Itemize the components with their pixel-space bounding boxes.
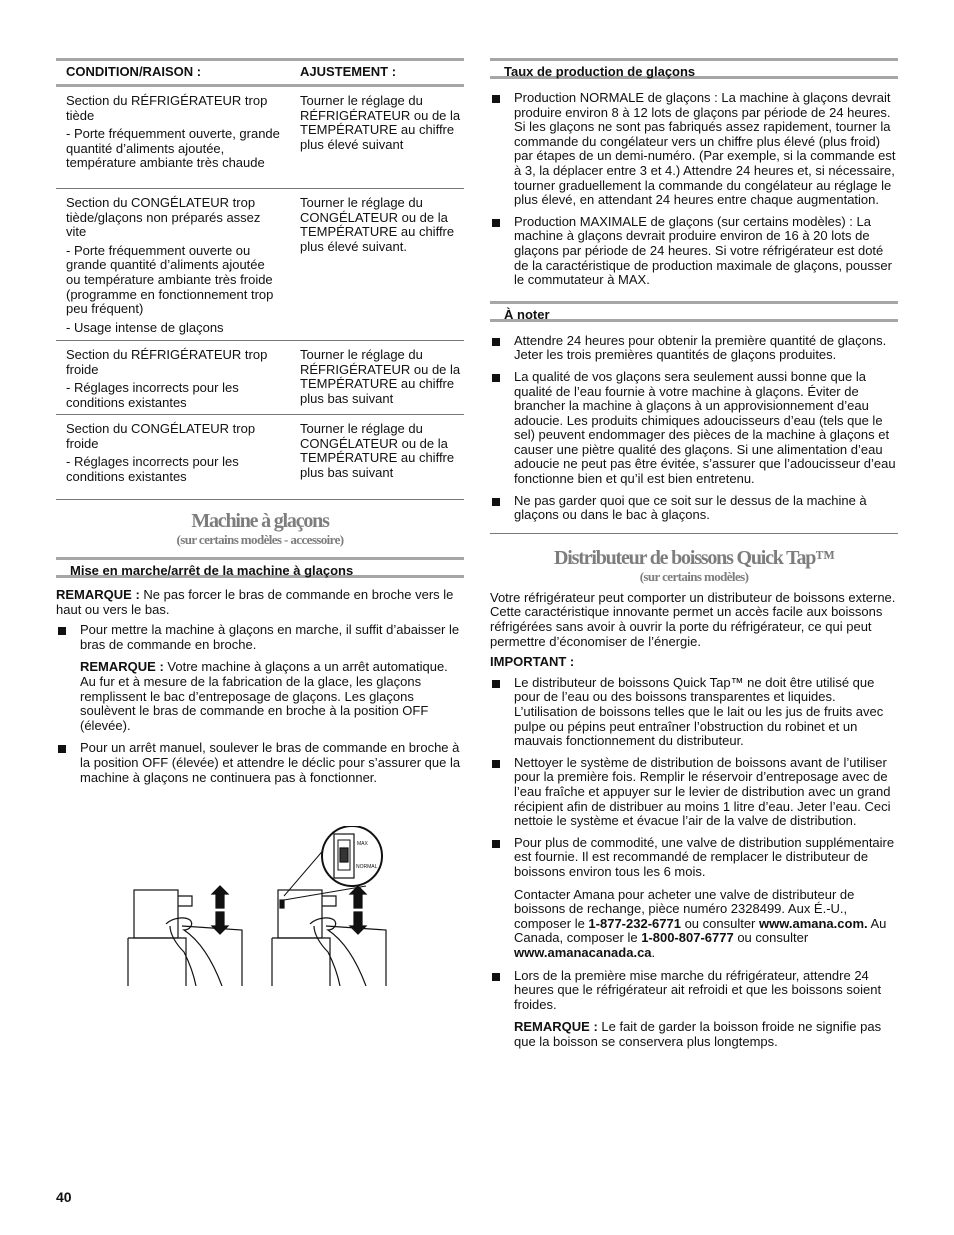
quicktap-contact	[490, 888, 898, 961]
condition-line: Section du RÉFRIGÉRATEUR trop tiède	[66, 93, 268, 123]
note-text: Ne pas forcer le bras de commande en broche vers le haut ou vers le bas.	[56, 587, 454, 617]
notes-bullet: Ne pas garder quoi que ce soit sur le dessus de la machine à glaçons ou dans le bac à glaçons.	[490, 494, 898, 523]
condition-line: - Porte fréquemment ouverte ou grande quantité d’aliments ajoutée ou température ambiante très froide (programme en fonctionnement trop peu fréquent)	[66, 242, 274, 317]
table-row	[56, 87, 464, 189]
condition-line: Section du CONGÉLATEUR trop tiède/glaçons non préparés assez vite	[66, 195, 261, 240]
switch-max-label: MAX	[357, 841, 368, 847]
ice-maker-subtitle: (sur certains modèles - accessoire)	[176, 532, 344, 547]
condition-line: - Usage intense de glaçons	[66, 319, 224, 335]
quicktap-bullet: Nettoyer le système de distribution de boissons avant de l’utiliser pour la première fois. Remplir le réservoir d’entreposage avec de l’eau fraîche et appuyer sur le levier de distribution avec un grand récipient afin de distribuer au moins 1 litre d’eau. Jeter l’eau. Ceci nettoie le système et évacue l’air de la valve de distribution.	[490, 756, 898, 829]
table-row	[56, 189, 464, 341]
arrow-up-icon	[350, 886, 366, 908]
contact-text: ou consulter	[680, 915, 759, 931]
link-amana[interactable]: www.amana.com.	[759, 915, 868, 931]
table-cell-condition	[66, 196, 282, 335]
quicktap-bullet: Pour plus de commodité, une valve de distribution supplémentaire est fournie. Il est recommandé de remplacer le distributeur de boissons environ tous les 6 mois.	[490, 836, 898, 880]
switch-normal-label: NORMAL	[356, 864, 378, 870]
note-label: REMARQUE :	[56, 587, 140, 602]
notes-bullet: La qualité de vos glaçons sera seulement aussi bonne que la qualité de l’eau fournie à votre machine à glaçons. Éviter de brancher la machine à glaçons à un approvisionnement d’eau adoucie. Les produits chimiques adoucisseurs d’eau (tels que le sel) peuvent endommager des pièces de la machine à glaçons et causer une piètre qualité des glaçons. Si une alimentation d’eau adoucie ne peut pas être évitée, s’assurer que l’adoucisseur d’eau fonctionne bien et qu’il est bien entretenu.	[490, 370, 898, 487]
quicktap-subtitle: (sur certains modèles)	[639, 568, 749, 584]
table-row	[56, 341, 464, 415]
quicktap-remark	[490, 1020, 898, 1049]
condition-line: Section du CONGÉLATEUR trop froide	[66, 421, 256, 451]
remark-text: Votre machine à glaçons a un arrêt automatique. Au fur et à mesure de la fabrication de la glace, les glaçons remplissent le bac d’entreposage de glaçons. Les glaçons soulèvent le bras de commande en broche à la position OFF (élevée).	[80, 659, 448, 733]
remark-text: Le fait de garder la boisson froide ne signifie pas que la boisson se conservera plus longtemps.	[514, 1019, 882, 1049]
quicktap-bullet: Le distributeur de boissons Quick Tap™ ne doit être utilisé que pour de l’eau ou des boissons transparentes et liquides. L’utilisation de boissons telles que le lait ou les jus de fruits avec pulpe ou pépins peut entraîner l’obstruction du robinet et un mauvais fonctionnement du distributeur.	[490, 676, 898, 749]
contact-text: Au Canada, composer le	[514, 915, 887, 946]
link-amana-canada[interactable]: www.amanacanada.ca	[514, 944, 652, 960]
phone-us: 1-877-232-6771	[588, 915, 681, 931]
notes-subhead: À noter	[490, 301, 898, 322]
ice-maker-title: Machine à glaçons	[191, 510, 329, 532]
remark-label: REMARQUE :	[514, 1019, 598, 1035]
table-header-adjustment: AJUSTEMENT :	[300, 64, 397, 79]
table-cell-adjustment: Tourner le réglage du RÉFRIGÉRATEUR ou de la TEMPÉRATURE au chiffre plus bas suivant	[300, 347, 461, 406]
ice-maker-bullet-off: Pour un arrêt manuel, soulever le bras de commande en broche à la position OFF (élevée) et attendre le déclic pour s’assurer que la machine à glaçons ne continuera pas à fonctionner.	[56, 741, 464, 785]
notes-bullet: Attendre 24 heures pour obtenir la première quantité de glaçons. Jeter les trois premières quantités de glaçons produites.	[490, 334, 898, 363]
arrow-up-icon	[212, 886, 228, 908]
ice-maker-bullet-on: Pour mettre la machine à glaçons en marche, il suffit d’abaisser le bras de commande en broche.	[56, 623, 464, 652]
condition-line: - Réglages incorrects pour les conditions existantes	[66, 380, 239, 410]
condition-line: Section du RÉFRIGÉRATEUR trop froide	[66, 347, 268, 377]
remark-label: REMARQUE :	[80, 659, 164, 675]
table-cell-condition	[66, 422, 282, 484]
quicktap-bullet: Lors de la première mise marche du réfrigérateur, attendre 24 heures que le réfrigérateur ait refroidi et que les boissons soient froides.	[490, 969, 898, 1013]
left-column	[56, 58, 464, 785]
quicktap-title: Distributeur de boissons Quick Tap™	[554, 546, 834, 569]
table-cell-condition	[66, 94, 282, 171]
ice-maker-illustration	[126, 826, 396, 986]
arrow-down-icon	[212, 912, 228, 934]
table-cell-adjustment: Tourner le réglage du CONGÉLATEUR ou de la TEMPÉRATURE au chiffre plus bas suivant	[300, 421, 455, 480]
right-column	[490, 58, 898, 1049]
production-subhead: Taux de production de glaçons	[490, 58, 898, 79]
table-cell-condition	[66, 348, 282, 410]
ice-maker-remark	[56, 660, 464, 733]
page-number: 40	[56, 1189, 72, 1205]
contact-text: Contacter Amana pour acheter une valve de distributeur de boissons de rechange, pièce numéro 2328499. Aux É.-U., composer le	[514, 886, 855, 931]
quicktap-intro: Votre réfrigérateur peut comporter un distributeur de boissons externe. Cette caractéristique innovante permet un accès facile aux boissons réfrigérées sans avoir à ouvrir la porte du réfrigérateur, ce qui peut permettre d’économiser de l’énergie.	[490, 589, 896, 649]
ice-maker-left	[134, 890, 178, 938]
switch-callout	[322, 826, 382, 886]
phone-ca: 1-800-807-6777	[641, 930, 734, 946]
condition-line: - Réglages incorrects pour les conditions existantes	[66, 454, 239, 484]
contact-text: ou consulter	[733, 930, 809, 946]
production-bullet-normal: Production NORMALE de glaçons : La machine à glaçons devrait produire environ 8 à 12 lots de glaçons par période de 24 heures. Si les glaçons ne sont pas fabriqués assez rapidement, tourner la commande du congélateur vers un chiffre plus élevé (plus froid) par étapes de un demi-numéro. (Par exemple, si la commande est à 3, la déplacer entre 3 et 4.) Attendre 24 heures et, si nécessaire, tourner graduellement la commande du congélateur au réglage le plus élevé, en attendant 24 heures entre chaque augmentation.	[490, 91, 898, 208]
table-header-condition: CONDITION/RAISON :	[66, 64, 202, 79]
table-row	[56, 415, 464, 500]
quicktap-important: IMPORTANT :	[490, 654, 575, 670]
condition-line: - Porte fréquemment ouverte, grande quantité d’aliments ajoutée, température ambiante très chaude	[66, 126, 280, 171]
production-bullet-max: Production MAXIMALE de glaçons (sur certains modèles) : La machine à glaçons devrait produire environ de 16 à 20 lots de glaçons par période de 24 heures. Si votre réfrigérateur est doté de la caractéristique de production maximale de glaçons, pousser le commutateur à MAX.	[490, 215, 898, 288]
ice-maker-note	[56, 588, 464, 617]
table-header	[56, 58, 464, 87]
table-cell-adjustment: Tourner le réglage du CONGÉLATEUR ou de la TEMPÉRATURE au chiffre plus élevé suivant.	[300, 195, 455, 254]
table-cell-adjustment: Tourner le réglage du RÉFRIGÉRATEUR ou de la TEMPÉRATURE au chiffre plus élevé suivant	[300, 93, 461, 152]
ice-maker-subhead: Mise en marche/arrêt de la machine à glaçons	[56, 557, 464, 578]
arrow-down-icon	[350, 912, 366, 934]
contact-text: .	[651, 944, 656, 960]
